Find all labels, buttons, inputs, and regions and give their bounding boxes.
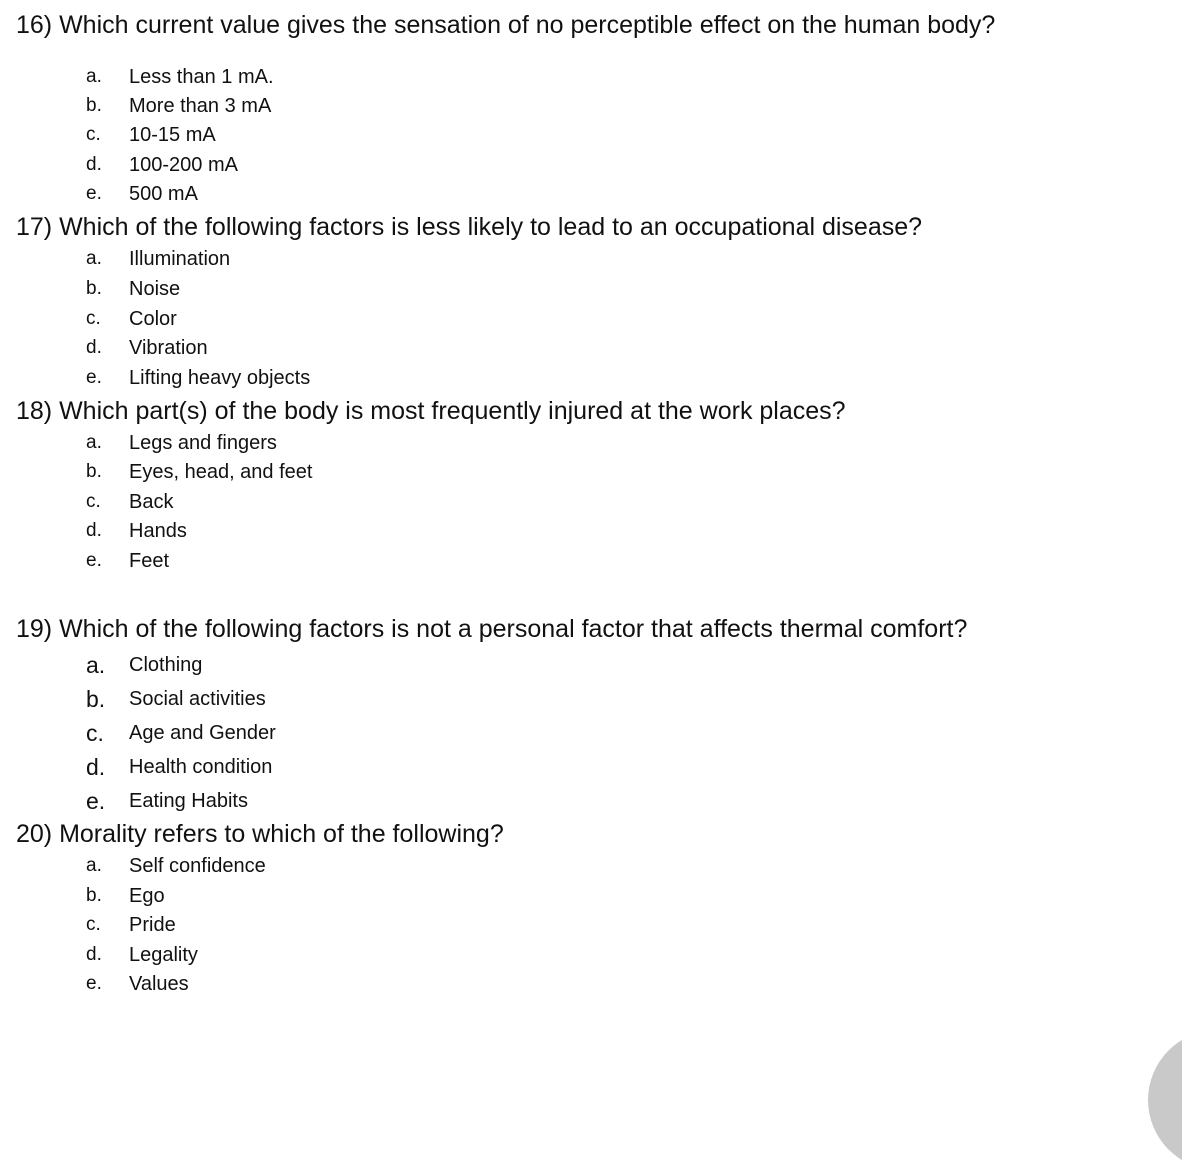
option-letter: a. bbox=[86, 248, 102, 269]
option-text: Back bbox=[129, 491, 174, 513]
option-text: More than 3 mA bbox=[129, 95, 272, 117]
option-text: Legs and fingers bbox=[129, 432, 277, 454]
option-letter: d. bbox=[86, 520, 102, 541]
option-letter: c. bbox=[86, 124, 101, 145]
corner-overlay-shape bbox=[1148, 1030, 1182, 1170]
option-letter: e. bbox=[86, 973, 102, 994]
option-letter: a. bbox=[86, 66, 102, 87]
option-letter: d. bbox=[86, 944, 102, 965]
question-17: 17) Which of the following factors is less likely to lead to an occupational disease? bbox=[16, 213, 923, 241]
option-text: Feet bbox=[129, 550, 170, 572]
option-letter: a. bbox=[86, 432, 102, 453]
option-letter: c. bbox=[86, 914, 101, 935]
option-text: Health condition bbox=[129, 756, 273, 778]
option-text: Eyes, head, and feet bbox=[129, 461, 313, 483]
option-letter: c. bbox=[86, 308, 101, 329]
option-letter: e. bbox=[86, 550, 102, 571]
option-letter: b. bbox=[86, 885, 102, 906]
option-text: Values bbox=[129, 973, 189, 995]
option-text: Clothing bbox=[129, 654, 203, 676]
option-letter: c. bbox=[86, 491, 101, 512]
option-text: Noise bbox=[129, 278, 181, 300]
option-letter: b. bbox=[86, 95, 102, 116]
option-text: Lifting heavy objects bbox=[129, 367, 311, 389]
option-text: Ego bbox=[129, 885, 165, 907]
option-text: 10-15 mA bbox=[129, 124, 216, 146]
option-letter: c. bbox=[86, 720, 104, 746]
option-text: Vibration bbox=[129, 337, 208, 359]
question-18: 18) Which part(s) of the body is most frequently injured at the work places? bbox=[16, 397, 846, 425]
option-letter: d. bbox=[86, 154, 102, 175]
question-19: 19) Which of the following factors is not a personal factor that affects thermal comfort? bbox=[16, 615, 968, 643]
option-text: Illumination bbox=[129, 248, 231, 270]
option-text: 500 mA bbox=[129, 183, 198, 205]
option-text: Self confidence bbox=[129, 855, 266, 877]
option-letter: d. bbox=[86, 337, 102, 358]
option-text: Legality bbox=[129, 944, 198, 966]
option-text: Color bbox=[129, 308, 177, 330]
option-text: Less than 1 mA. bbox=[129, 66, 274, 88]
option-text: Eating Habits bbox=[129, 790, 248, 812]
option-letter: e. bbox=[86, 183, 102, 204]
question-20: 20) Morality refers to which of the following? bbox=[16, 820, 504, 848]
option-letter: a. bbox=[86, 855, 102, 876]
option-letter: b. bbox=[86, 461, 102, 482]
option-letter: a. bbox=[86, 652, 106, 678]
option-text: Pride bbox=[129, 914, 176, 936]
question-16: 16) Which current value gives the sensation of no perceptible effect on the human body? bbox=[16, 11, 996, 39]
option-letter: b. bbox=[86, 278, 102, 299]
option-text: Social activities bbox=[129, 688, 266, 710]
option-text: Age and Gender bbox=[129, 722, 276, 744]
option-letter: e. bbox=[86, 367, 102, 388]
option-text: Hands bbox=[129, 520, 187, 542]
option-letter: d. bbox=[86, 754, 106, 780]
option-letter: b. bbox=[86, 686, 106, 712]
option-text: 100-200 mA bbox=[129, 154, 238, 176]
option-letter: e. bbox=[86, 788, 106, 814]
